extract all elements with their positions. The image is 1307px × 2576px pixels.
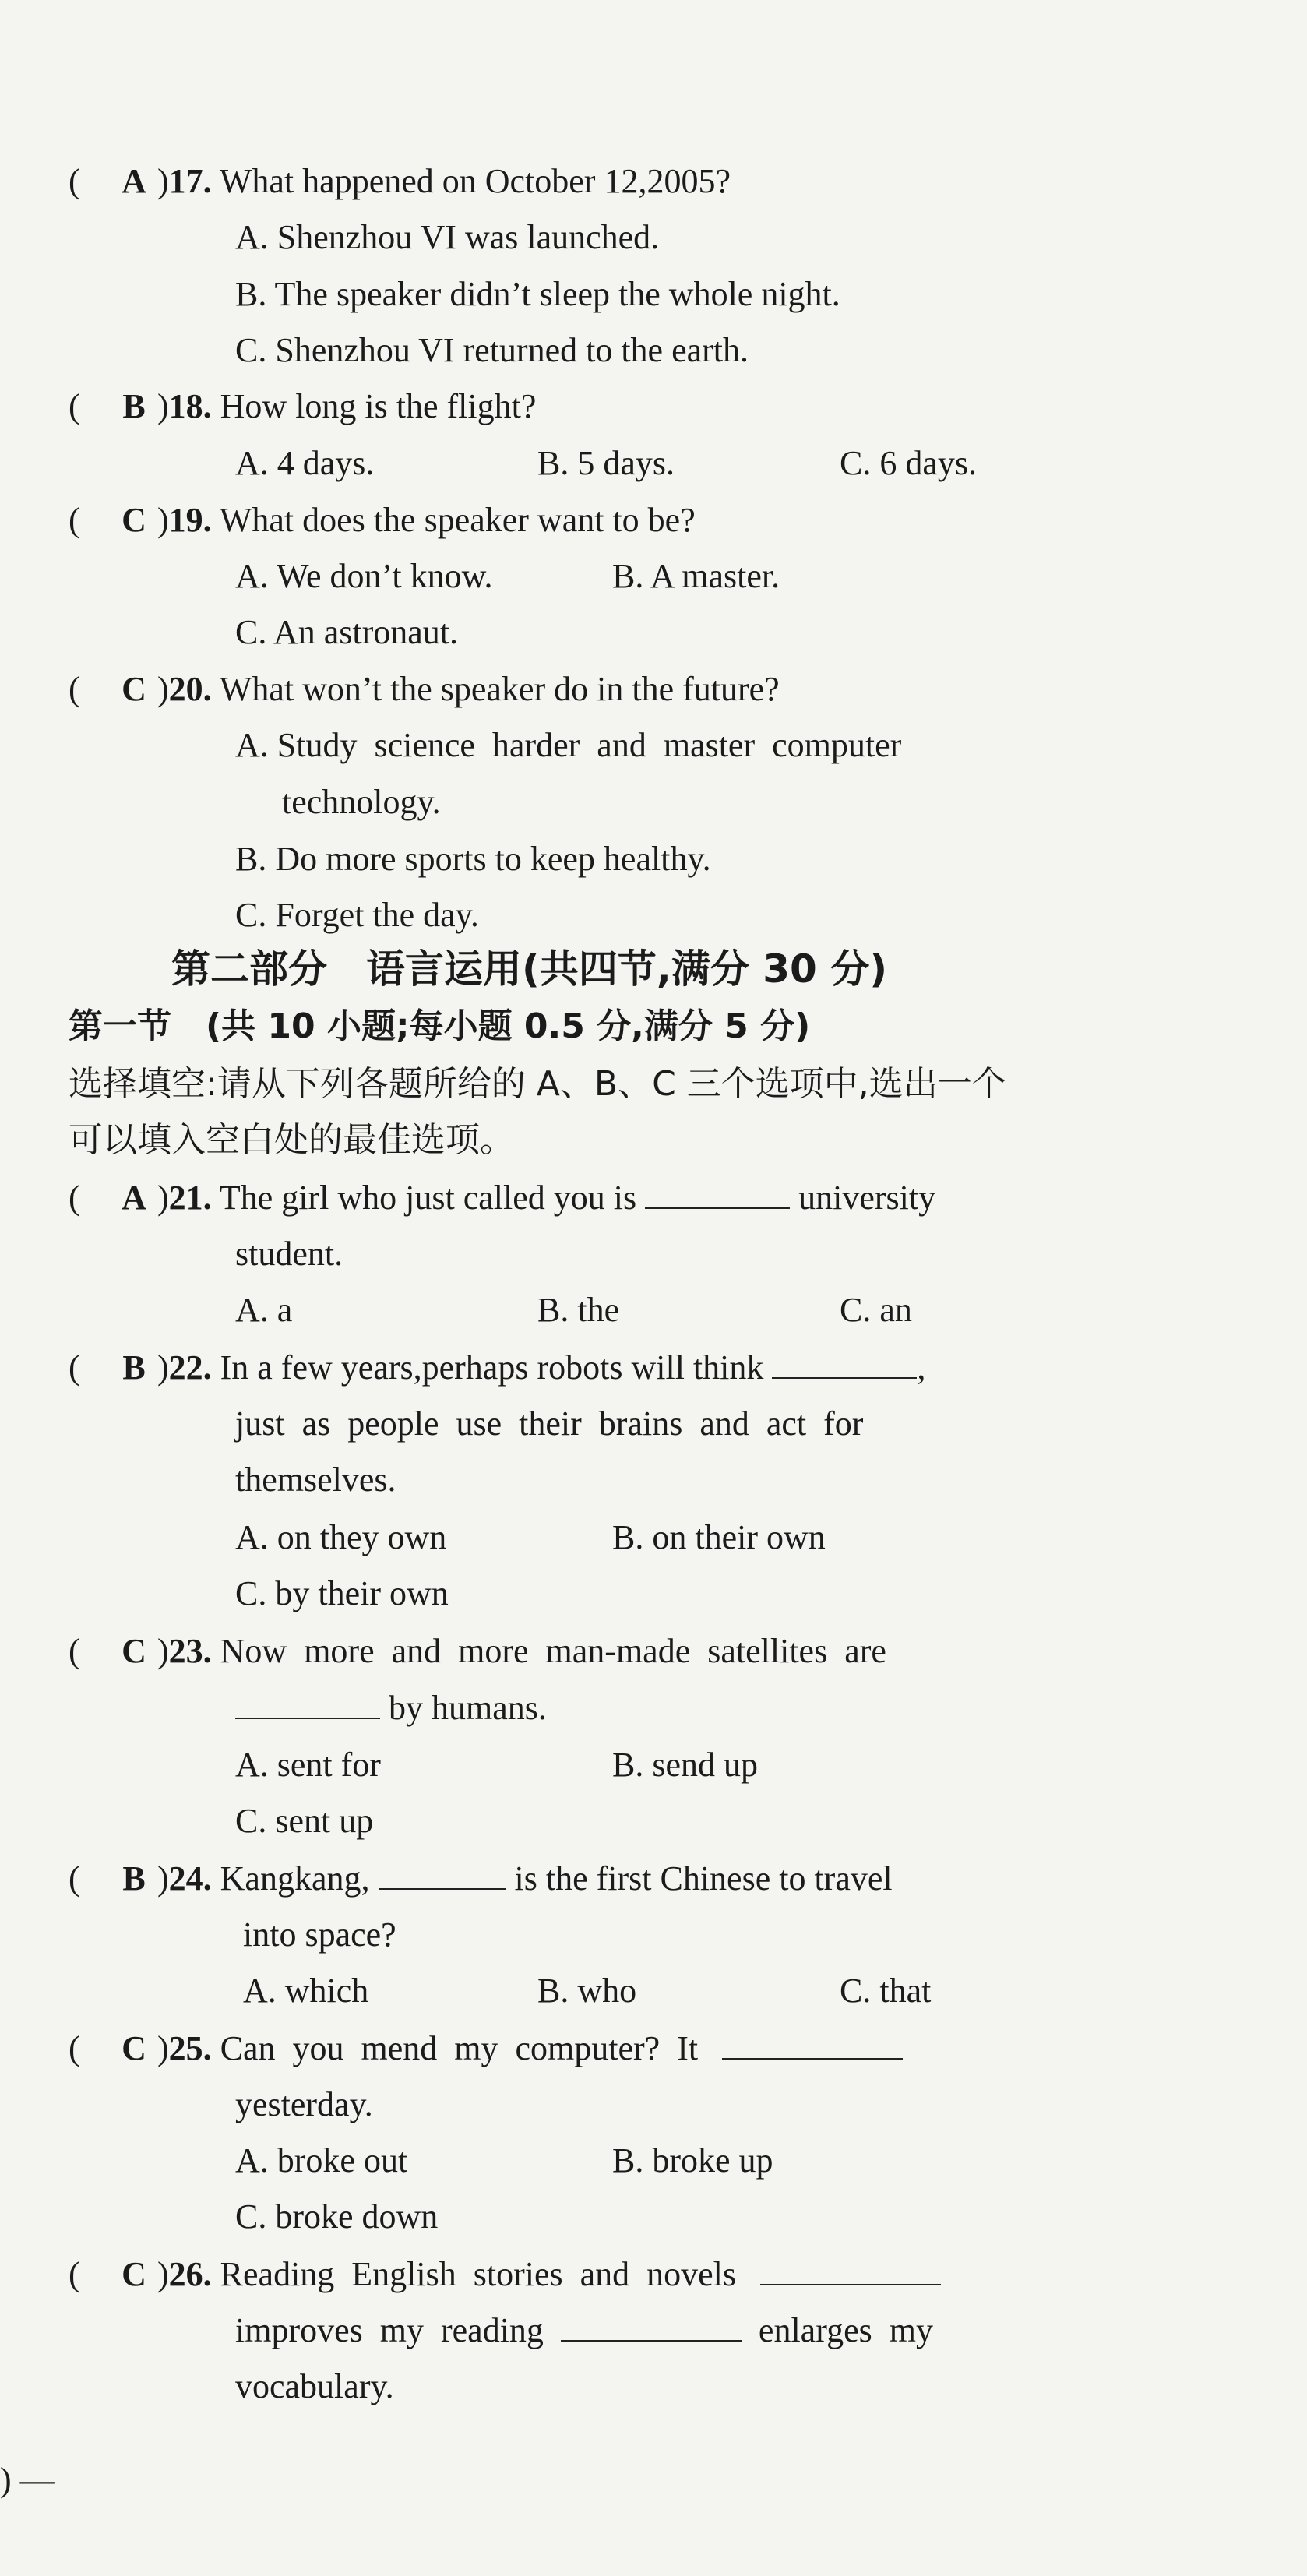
question-number: 26. bbox=[168, 2255, 212, 2293]
option-21a: A. a bbox=[235, 1291, 293, 1329]
answer-blank bbox=[772, 1349, 917, 1379]
question-26 bbox=[69, 2253, 941, 2296]
question-text-tail: by humans. bbox=[389, 1689, 547, 1727]
question-number: 21. bbox=[168, 1179, 212, 1217]
question-17 bbox=[69, 160, 731, 203]
question-26-cont-2: vocabulary. bbox=[235, 2367, 394, 2405]
option-19c: C. An astronaut. bbox=[235, 613, 458, 651]
question-23-cont bbox=[235, 1686, 547, 1730]
question-text-mid: improves my reading bbox=[235, 2311, 544, 2349]
paren-close: ) bbox=[157, 2255, 169, 2293]
part-heading: 第二部分 语言运用(共四节,满分 30 分) bbox=[171, 946, 888, 992]
question-text: Kangkang, bbox=[220, 1859, 370, 1898]
question-text: What does the speaker want to be? bbox=[219, 501, 696, 539]
question-number: 23. bbox=[168, 1632, 212, 1670]
question-23 bbox=[69, 1630, 886, 1673]
paren-open: ( bbox=[69, 501, 80, 539]
answer-blank bbox=[722, 2030, 903, 2060]
question-22-cont-1: just as people use their brains and act for bbox=[235, 1404, 864, 1443]
option-17a: A. Shenzhou VI was launched. bbox=[235, 218, 660, 256]
paren-close: ) bbox=[157, 670, 169, 708]
option-21c: C. an bbox=[840, 1291, 912, 1329]
answer-22: B bbox=[122, 1348, 146, 1387]
question-text-tail: enlarges my bbox=[758, 2311, 933, 2349]
question-26-cont-1 bbox=[235, 2309, 933, 2352]
question-text: What happened on October 12,2005? bbox=[219, 162, 731, 200]
option-22a: A. on they own bbox=[235, 1518, 447, 1556]
option-17b: B. The speaker didn’t sleep the whole night. bbox=[235, 275, 840, 313]
option-21b: B. the bbox=[537, 1291, 620, 1329]
answer-18: B bbox=[122, 387, 146, 425]
answer-blank bbox=[379, 1860, 506, 1890]
paren-close: ) bbox=[157, 1859, 169, 1898]
option-19a: A. We don’t know. bbox=[235, 557, 493, 595]
paren-close: ) bbox=[157, 387, 169, 425]
paren-open: ( bbox=[69, 2255, 80, 2293]
paren-close: ) bbox=[157, 1632, 169, 1670]
question-text: How long is the flight? bbox=[220, 387, 537, 425]
question-number: 17. bbox=[168, 162, 212, 200]
question-text: The girl who just called you is bbox=[219, 1179, 637, 1217]
option-25c: C. broke down bbox=[235, 2197, 439, 2236]
answer-19: C bbox=[122, 501, 146, 539]
option-20b: B. Do more sports to keep healthy. bbox=[235, 840, 711, 878]
question-22-cont-2: themselves. bbox=[235, 1461, 396, 1499]
question-text: Now more and more man-made satellites are bbox=[220, 1632, 886, 1670]
question-number: 18. bbox=[168, 387, 212, 425]
question-21 bbox=[69, 1176, 935, 1220]
question-25 bbox=[69, 2027, 903, 2070]
option-24b: B. who bbox=[537, 1972, 637, 2010]
page-footer-mark: ) — bbox=[0, 2461, 55, 2499]
question-number: 24. bbox=[168, 1859, 212, 1898]
question-text-tail: university bbox=[798, 1179, 936, 1217]
option-25a: A. broke out bbox=[235, 2141, 408, 2180]
option-17c: C. Shenzhou VI returned to the earth. bbox=[235, 331, 749, 369]
option-23b: B. send up bbox=[612, 1746, 758, 1784]
question-text: In a few years,perhaps robots will think bbox=[220, 1348, 764, 1387]
option-18c: C. 6 days. bbox=[840, 444, 977, 482]
paren-close: ) bbox=[157, 1348, 169, 1387]
answer-blank bbox=[645, 1179, 790, 1209]
question-text: What won’t the speaker do in the future? bbox=[219, 670, 780, 708]
question-21-cont: student. bbox=[235, 1235, 343, 1273]
question-22 bbox=[69, 1346, 925, 1390]
option-20a-cont: technology. bbox=[282, 783, 441, 821]
instruction-line-1: 选择填空:请从下列各题所给的 A、B、C 三个选项中,选出一个 bbox=[69, 1064, 1006, 1104]
question-18 bbox=[69, 385, 536, 428]
paren-open: ( bbox=[69, 387, 80, 425]
option-18b: B. 5 days. bbox=[537, 444, 675, 482]
answer-23: C bbox=[122, 1632, 146, 1670]
question-text: Reading English stories and novels bbox=[220, 2255, 737, 2293]
option-23c: C. sent up bbox=[235, 1802, 374, 1840]
paren-open: ( bbox=[69, 1632, 80, 1670]
question-text-tail: , bbox=[917, 1348, 926, 1387]
option-19b: B. A master. bbox=[612, 557, 780, 595]
answer-26: C bbox=[122, 2255, 146, 2293]
paren-open: ( bbox=[69, 1179, 80, 1217]
answer-24: B bbox=[122, 1859, 146, 1898]
paren-open: ( bbox=[69, 162, 80, 200]
answer-21: A bbox=[122, 1179, 146, 1217]
question-25-cont: yesterday. bbox=[235, 2085, 373, 2123]
paren-open: ( bbox=[69, 1348, 80, 1387]
question-text: Can you mend my computer? It bbox=[220, 2029, 699, 2067]
option-24c: C. that bbox=[840, 1972, 932, 2010]
section-heading: 第一节 (共 10 小题;每小题 0.5 分,满分 5 分) bbox=[69, 1006, 811, 1046]
answer-20: C bbox=[122, 670, 146, 708]
paren-close: ) bbox=[157, 2029, 169, 2067]
question-24-cont: into space? bbox=[243, 1915, 396, 1954]
paren-open: ( bbox=[69, 670, 80, 708]
instruction-line-2: 可以填入空白处的最佳选项。 bbox=[69, 1120, 514, 1160]
paren-open: ( bbox=[69, 1859, 80, 1898]
option-18a: A. 4 days. bbox=[235, 444, 375, 482]
option-22c: C. by their own bbox=[235, 1574, 449, 1612]
option-24a: A. which bbox=[243, 1972, 369, 2010]
paren-close: ) bbox=[157, 162, 169, 200]
option-23a: A. sent for bbox=[235, 1746, 381, 1784]
option-22b: B. on their own bbox=[612, 1518, 826, 1556]
paren-close: ) bbox=[157, 501, 169, 539]
answer-blank bbox=[235, 1690, 380, 1719]
question-24 bbox=[69, 1857, 893, 1901]
paren-open: ( bbox=[69, 2029, 80, 2067]
option-20a: A. Study science harder and master computer bbox=[235, 726, 902, 764]
question-20 bbox=[69, 668, 780, 711]
question-text-tail: is the first Chinese to travel bbox=[514, 1859, 893, 1898]
answer-17: A bbox=[122, 162, 146, 200]
option-25b: B. broke up bbox=[612, 2141, 773, 2180]
question-number: 19. bbox=[168, 501, 212, 539]
answer-blank bbox=[760, 2256, 941, 2285]
paren-close: ) bbox=[157, 1179, 169, 1217]
option-20c: C. Forget the day. bbox=[235, 896, 479, 934]
question-number: 20. bbox=[168, 670, 212, 708]
question-19 bbox=[69, 499, 696, 542]
question-number: 25. bbox=[168, 2029, 212, 2067]
answer-25: C bbox=[122, 2029, 146, 2067]
answer-blank bbox=[561, 2312, 742, 2342]
question-number: 22. bbox=[168, 1348, 212, 1387]
